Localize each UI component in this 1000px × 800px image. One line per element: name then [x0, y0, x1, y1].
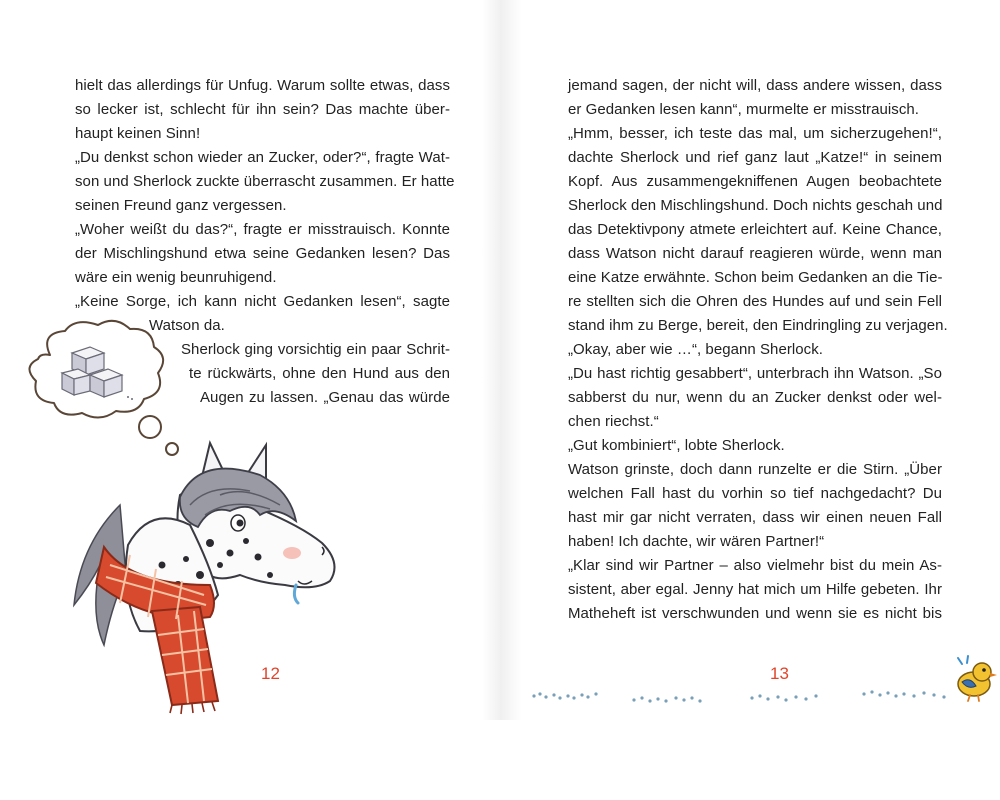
left-text-line: Watson da.	[149, 317, 225, 334]
page-bottom-margin	[0, 720, 1000, 800]
right-text-line: „Okay, aber wie …“, begann Sherlock.	[568, 341, 823, 358]
right-text-line: sabberst du nur, wenn du an Zucker denkst oder wel-	[568, 389, 942, 406]
left-text-line: Augen zu lassen. „Genau das würde	[200, 389, 450, 406]
left-text-line: hielt das allerdings für Unfug. Warum sollte etwas, dass	[75, 77, 450, 94]
right-text-line: haben! Ich dachte, wir wären Partner!“	[568, 533, 825, 550]
right-text-line: Sherlock den Mischlingshund. Doch nichts geschah und	[568, 197, 943, 214]
left-text-line: so lecker ist, schlecht für ihn sein? Das machte über-	[75, 101, 450, 118]
right-text-line: Matheheft ist verschwunden und wenn sie es nicht bis	[568, 605, 942, 622]
left-text-line: wäre ein wenig beunruhigend.	[75, 269, 277, 286]
right-text-line: welchen Fall hast du vorhin so tief nachgedacht? Du	[568, 485, 942, 502]
left-text-line: „Du denkst schon wieder an Zucker, oder?“, fragte Wat-	[75, 149, 450, 166]
left-text-line: seinen Freund ganz vergessen.	[75, 197, 287, 214]
right-text-line: das Detektivpony atmete erleichtert auf. Keine Chance,	[568, 221, 942, 238]
right-text-line: hast mir gar nicht verraten, dass wir einen neuen Fall	[568, 509, 942, 526]
right-text-line: er Gedanken lesen kann“, murmelte er misstrauisch.	[568, 101, 919, 118]
right-text-line: „Du hast richtig gesabbert“, unterbrach ihn Watson. „So	[568, 365, 942, 382]
right-text-line: dass Watson nicht darauf reagieren würde, wenn man	[568, 245, 942, 262]
right-text-line: „Klar sind wir Partner – also vielmehr bist du mein As-	[568, 557, 942, 574]
right-text-line: stand ihm zu Berge, bereit, den Eindringling zu verjagen.	[568, 317, 948, 334]
right-text-line: Watson grinste, doch dann runzelte er die Stirn. „Über	[568, 461, 942, 478]
page-number: 12	[261, 664, 280, 683]
right-text-line: „Hmm, besser, ich teste das mal, um sicherzugehen!“,	[568, 125, 942, 142]
left-text-line: son und Sherlock zuckte überrascht zusammen. Er hatte	[75, 173, 455, 190]
left-page	[0, 0, 500, 720]
right-text-line: sistent, aber egal. Jenny hat mich um Hilfe gebeten. Ihr	[568, 581, 942, 598]
left-text-line: der Mischlingshund etwa seine Gedanken lesen? Das	[75, 245, 450, 262]
left-text-line: „Keine Sorge, ich kann nicht Gedanken lesen“, sagte	[75, 293, 450, 310]
bird-illustration	[948, 654, 998, 702]
left-text-line: te rückwärts, ohne den Hund aus den	[189, 365, 450, 382]
paw-prints-illustration	[530, 686, 980, 710]
right-text-line: chen riechst.“	[568, 413, 659, 430]
right-text-line: „Gut kombiniert“, lobte Sherlock.	[568, 437, 785, 454]
page-number: 13	[770, 664, 789, 683]
left-text-line: Sherlock ging vorsichtig ein paar Schrit-	[181, 341, 450, 358]
right-text-line: Kopf. Aus zusammengekniffenen Augen beobachtete	[568, 173, 942, 190]
pony-illustration	[60, 435, 350, 715]
left-text-line: haupt keinen Sinn!	[75, 125, 201, 142]
right-text-line: jemand sagen, der nicht will, dass andere wissen, dass	[568, 77, 942, 94]
right-text-line: eine Katze erwähnte. Schon beim Gedanken an die Tie-	[568, 269, 943, 286]
right-text-line: re stellten sich die Ohren des Hundes auf und sein Fell	[568, 293, 942, 310]
left-text-line: „Woher weißt du das?“, fragte er misstrauisch. Konnte	[75, 221, 450, 238]
right-page	[500, 0, 1000, 720]
right-text-line: dachte Sherlock und rief ganz laut „Katze!“ in seinem	[568, 149, 942, 166]
